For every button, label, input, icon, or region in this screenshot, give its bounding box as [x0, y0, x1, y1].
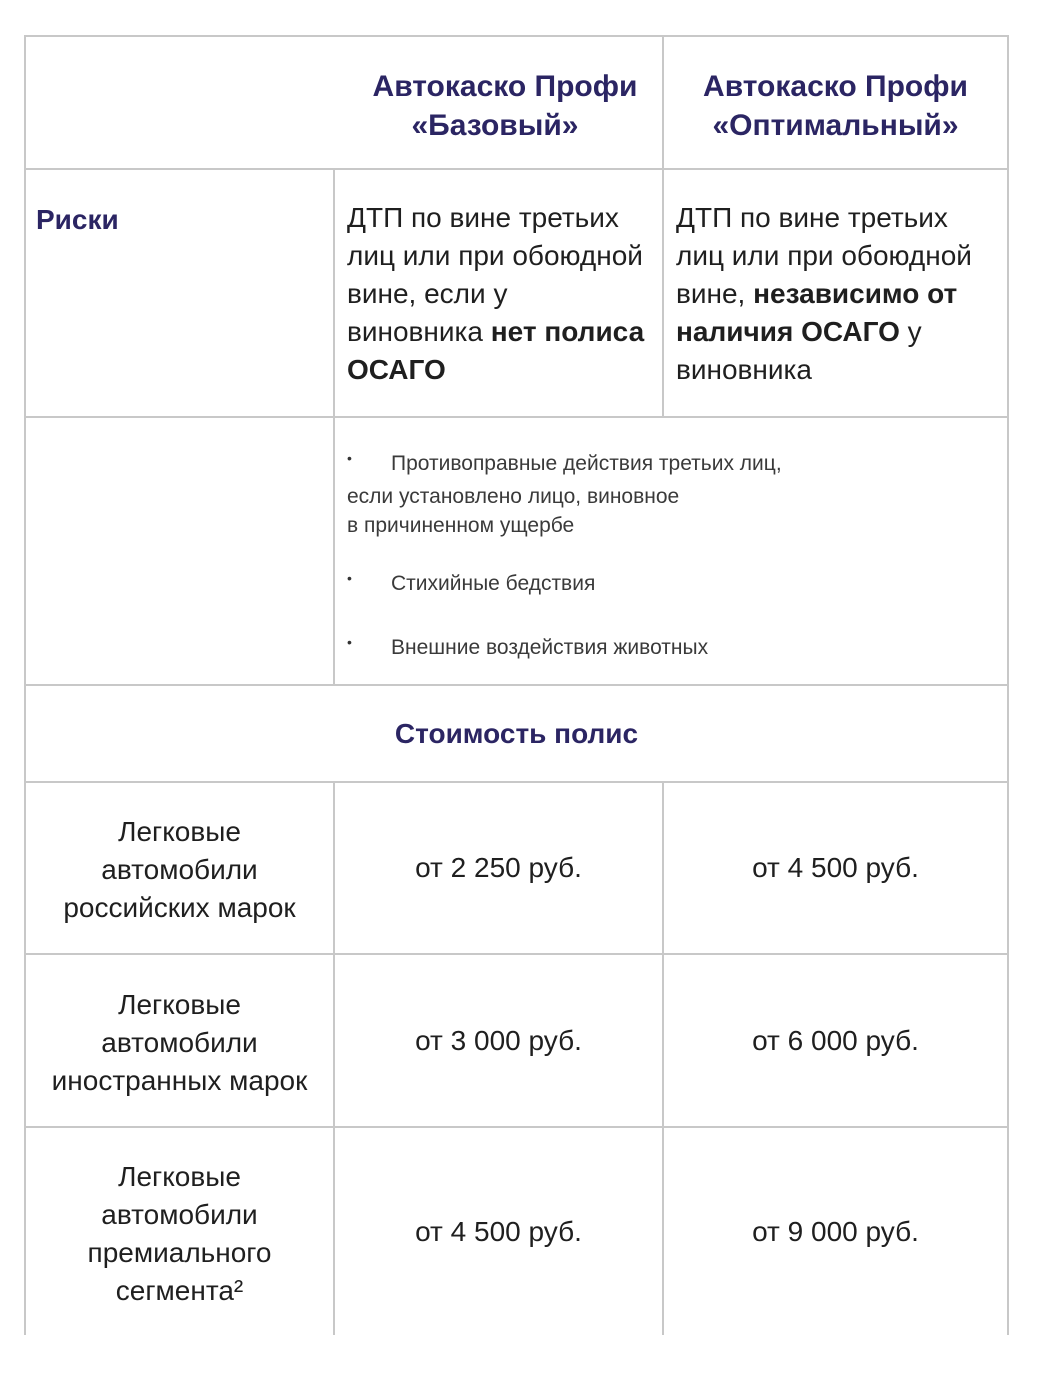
- plan-header-basic: [360, 67, 650, 145]
- category-line: иностранных марок: [51, 1065, 308, 1096]
- category-line: премиального: [87, 1237, 272, 1268]
- risk-text-optimal-part1: ДТП по вине третьих лиц или при обоюдной вине,: [676, 202, 972, 309]
- price-category-label: [26, 1158, 333, 1310]
- divider-label-basic-risks: [333, 168, 335, 686]
- price-category-label: [26, 986, 333, 1100]
- border-after-price-row-1: [24, 953, 1009, 955]
- bullet-icon: •: [347, 570, 352, 586]
- price-basic: от 3 000 руб.: [415, 1025, 582, 1056]
- risks-label: Риски: [36, 204, 119, 235]
- category-line: автомобили: [101, 854, 258, 885]
- price-basic: от 4 500 руб.: [415, 1216, 582, 1247]
- risk-text-optimal-bold: независимо от наличия ОСАГО: [676, 278, 958, 347]
- category-line: российских марок: [63, 892, 296, 923]
- risk-text-basic-bold: нет полиса ОСАГО: [347, 316, 645, 385]
- border-right: [1007, 35, 1009, 1335]
- plan-title-line2: «Базовый»: [411, 109, 579, 142]
- cost-section-title: Стоимость полис: [394, 718, 639, 749]
- bullet-icon: •: [347, 450, 352, 466]
- plan-title-line1: Автокаско Профи: [372, 70, 638, 103]
- category-line: Легковые: [118, 816, 241, 847]
- border-after-risks: [24, 416, 1009, 418]
- plan-header-optimal: [664, 67, 1007, 145]
- risk-text-optimal-part2: у виновника: [676, 316, 922, 385]
- border-after-common-risks: [24, 684, 1009, 686]
- price-basic: от 2 250 руб.: [415, 852, 582, 883]
- list-item-line: Противоправные действия третьих лиц,: [391, 452, 782, 475]
- border-after-price-row-2: [24, 1126, 1009, 1128]
- category-line: сегмента²: [115, 1275, 244, 1306]
- price-optimal: от 4 500 руб.: [752, 852, 919, 883]
- price-optimal: от 9 000 руб.: [752, 1216, 919, 1247]
- risk-text-basic-part1: ДТП по вине третьих лиц или при обоюдной вине, если у виновника: [347, 202, 643, 347]
- category-line: Легковые: [118, 989, 241, 1020]
- price-optimal: от 6 000 руб.: [752, 1025, 919, 1056]
- list-item-line: Стихийные бедствия: [391, 572, 596, 595]
- list-item-line: если установлено лицо, виновное: [347, 485, 680, 508]
- category-line: автомобили: [101, 1199, 258, 1230]
- list-item-line: в причиненном ущербе: [347, 514, 575, 537]
- plan-title-line2: «Оптимальный»: [712, 109, 959, 142]
- category-line: Легковые: [118, 1161, 241, 1192]
- plan-title-line1: Автокаско Профи: [703, 70, 968, 103]
- list-item-line: Внешние воздействия животных: [391, 636, 709, 659]
- category-line: автомобили: [101, 1027, 258, 1058]
- risk-text-optimal: [676, 199, 994, 389]
- border-top: [24, 35, 1009, 37]
- bullet-icon: •: [347, 634, 352, 650]
- border-after-cost-title: [24, 781, 1009, 783]
- border-left: [24, 35, 26, 1335]
- border-after-header: [24, 168, 1009, 170]
- common-risks-list: [347, 435, 1007, 675]
- price-category-label: [26, 813, 333, 927]
- risk-text-basic: [347, 199, 647, 389]
